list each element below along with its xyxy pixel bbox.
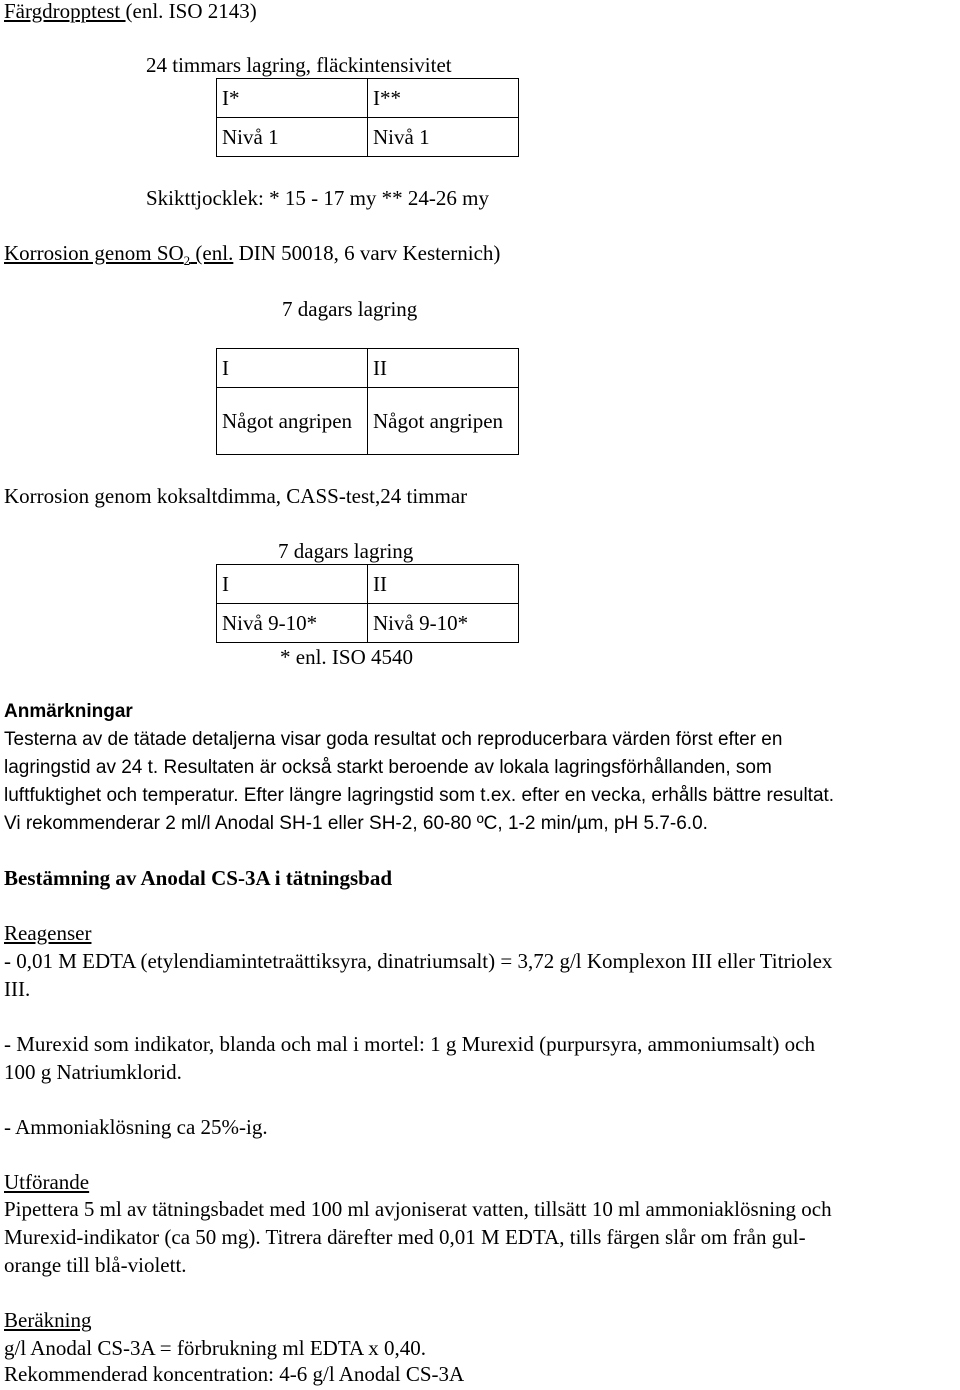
remarks-line: lagringstid av 24 t. Resultaten är också starkt beroende av lokala lagringsförhållanden, som xyxy=(4,757,772,778)
reagent-line: III. xyxy=(4,977,31,1001)
calculation-line: g/l Anodal CS-3A = förbrukning ml EDTA x 0,40. xyxy=(4,1336,426,1360)
table-cell: Nivå 1 xyxy=(368,118,519,157)
reagent-line: 100 g Natriumklorid. xyxy=(4,1060,182,1084)
table-cell: I xyxy=(217,565,368,604)
reagent-line: - 0,01 M EDTA (etylendiamintetraättiksyra, dinatriumsalt) = 3,72 g/l Komplexon III eller Titriolex xyxy=(4,949,833,973)
reagents-heading: Reagenser xyxy=(4,921,92,945)
reagent-line: - Murexid som indikator, blanda och mal i mortel: 1 g Murexid (purpursyra, ammoniumsalt) och xyxy=(4,1032,815,1056)
layer-thickness-note: Skikttjocklek: * 15 - 17 my ** 24-26 my xyxy=(146,186,489,210)
results-table-cass xyxy=(216,564,519,643)
calculation-heading: Beräkning xyxy=(4,1308,92,1332)
table-cell: II xyxy=(368,565,519,604)
table-cell: Något angripen xyxy=(217,388,368,455)
table-cell: Nivå 1 xyxy=(217,118,368,157)
remarks-heading: Anmärkningar xyxy=(4,701,133,722)
section-subtitle: 7 dagars lagring xyxy=(282,297,418,321)
section-heading-salt-spray: Korrosion genom koksaltdimma, CASS-test,24 timmar xyxy=(4,484,468,508)
table-cell: I* xyxy=(217,79,368,118)
table-cell: I** xyxy=(368,79,519,118)
section-heading-color-drop-test: Färgdropptest (enl. ISO 2143) xyxy=(4,0,257,23)
results-table-so2 xyxy=(216,348,519,455)
remarks-line: Vi rekommenderar 2 ml/l Anodal SH-1 eller SH-2, 60-80 ºC, 1-2 min/µm, pH 5.7-6.0. xyxy=(4,813,708,834)
determination-heading: Bestämning av Anodal CS-3A i tätningsbad xyxy=(4,866,393,890)
section-subtitle: 7 dagars lagring xyxy=(278,539,414,563)
procedure-heading: Utförande xyxy=(4,1170,90,1194)
table-cell: Något angripen xyxy=(368,388,519,455)
remarks-line: Testerna av de tätade detaljerna visar goda resultat och reproducerbara värden först efter en xyxy=(4,729,783,750)
table-cell: Nivå 9-10* xyxy=(217,604,368,643)
table-cell: I xyxy=(217,349,368,388)
footnote-iso: * enl. ISO 4540 xyxy=(280,645,413,669)
results-table-color-drop xyxy=(216,78,519,157)
section-heading-so2-corrosion: Korrosion genom $SO_2$ (enl. DIN 50018, 6 varv Kesternich) xyxy=(4,241,501,269)
reagent-line: - Ammoniaklösning ca 25%-ig. xyxy=(4,1115,268,1139)
procedure-line: orange till blå-violett. xyxy=(4,1253,187,1277)
remarks-line: luftfuktighet och temperatur. Efter längre lagringstid som t.ex. efter en vecka, erhålls bättre resultat. xyxy=(4,785,835,806)
procedure-line: Murexid-indikator (ca 50 mg). Titrera därefter med 0,01 M EDTA, tills färgen slår om från gul- xyxy=(4,1225,806,1249)
table-cell: Nivå 9-10* xyxy=(368,604,519,643)
calculation-line: Rekommenderad koncentration: 4-6 g/l Anodal CS-3A xyxy=(4,1362,465,1386)
table-cell: II xyxy=(368,349,519,388)
procedure-line: Pipettera 5 ml av tätningsbadet med 100 ml avjoniserat vatten, tillsätt 10 ml ammoniaklösning och xyxy=(4,1197,832,1221)
section-subtitle: 24 timmars lagring, fläckintensivitet xyxy=(146,53,452,77)
